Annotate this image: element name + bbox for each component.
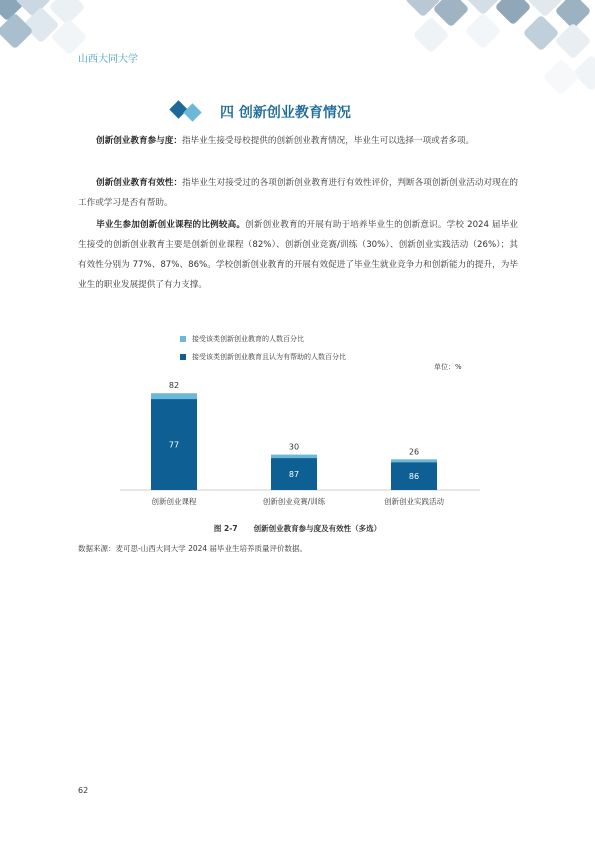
- data-source: 数据来源：麦可思-山西大同大学 2024 届毕业生培养质量评价数据。: [78, 544, 308, 553]
- data-label-participation: 26: [408, 447, 420, 457]
- section-title: 四 创新创业教育情况: [220, 105, 351, 121]
- decor-square: [543, 59, 580, 96]
- category-label: 创新创业课程: [151, 497, 197, 506]
- figure-title: 创新创业教育参与度及有效性（多选）: [253, 524, 382, 533]
- page-number: 62: [78, 786, 89, 795]
- term-effectiveness: 创新创业教育有效性：: [96, 178, 183, 188]
- bar-chart: [100, 320, 500, 520]
- decor-square: [523, 15, 560, 52]
- analysis-text: 创新创业教育的开展有助于培养毕业生的创新意识。学校 2024 届毕业生接受的创新创业教育主要是创新创业课程（82%）、创新创业竞赛/训练（30%）、创新创业实践活动（26%）；其有效性分别为 77%、87%、86%。学校创新创业教育的开展有效促进了毕业生就业竞争力和创新能力的提升，为毕业生的职业发展提供了有力支撑。: [78, 220, 518, 290]
- school-name: 山西大同大学: [78, 54, 138, 65]
- category-label: 创新创业竞赛/训练: [262, 497, 326, 506]
- decor-square: [495, 0, 532, 25]
- definition-effectiveness: 指毕业生对接受过的各项创新创业教育进行有效性评价，判断各项创新创业活动对现在的工作或学习是否有帮助。: [78, 178, 518, 208]
- category-label: 创新创业实践活动: [384, 497, 444, 506]
- paragraph-analysis: [78, 215, 518, 295]
- data-label-effectiveness: 87: [288, 470, 300, 480]
- figure-caption: [0, 523, 595, 534]
- decor-square: [413, 17, 450, 54]
- paragraph-participation: [78, 131, 518, 151]
- data-label-effectiveness: 77: [168, 440, 180, 450]
- diamond-icon: [168, 100, 208, 124]
- data-label-participation: 82: [168, 381, 180, 391]
- definition-participation: 指毕业生接受母校提供的创新创业教育情况，毕业生可以选择一项或者多项。: [181, 136, 475, 146]
- analysis-lead: 毕业生参加创新创业课程的比例较高。: [96, 220, 246, 230]
- decor-square: [465, 13, 502, 50]
- legend-label: 接受该类创新创业教育的人数百分比: [192, 335, 304, 343]
- figure-number: 图 2-7: [213, 524, 238, 533]
- decor-square: [555, 23, 592, 60]
- legend-label: 接受该类创新创业教育且认为有帮助的人数百分比: [192, 353, 346, 361]
- chart-unit: 单位：%: [434, 363, 462, 371]
- data-label-effectiveness: 86: [408, 472, 420, 482]
- term-participation: 创新创业教育参与度：: [96, 136, 182, 146]
- data-label-participation: 30: [288, 442, 300, 452]
- paragraph-effectiveness: [78, 173, 518, 213]
